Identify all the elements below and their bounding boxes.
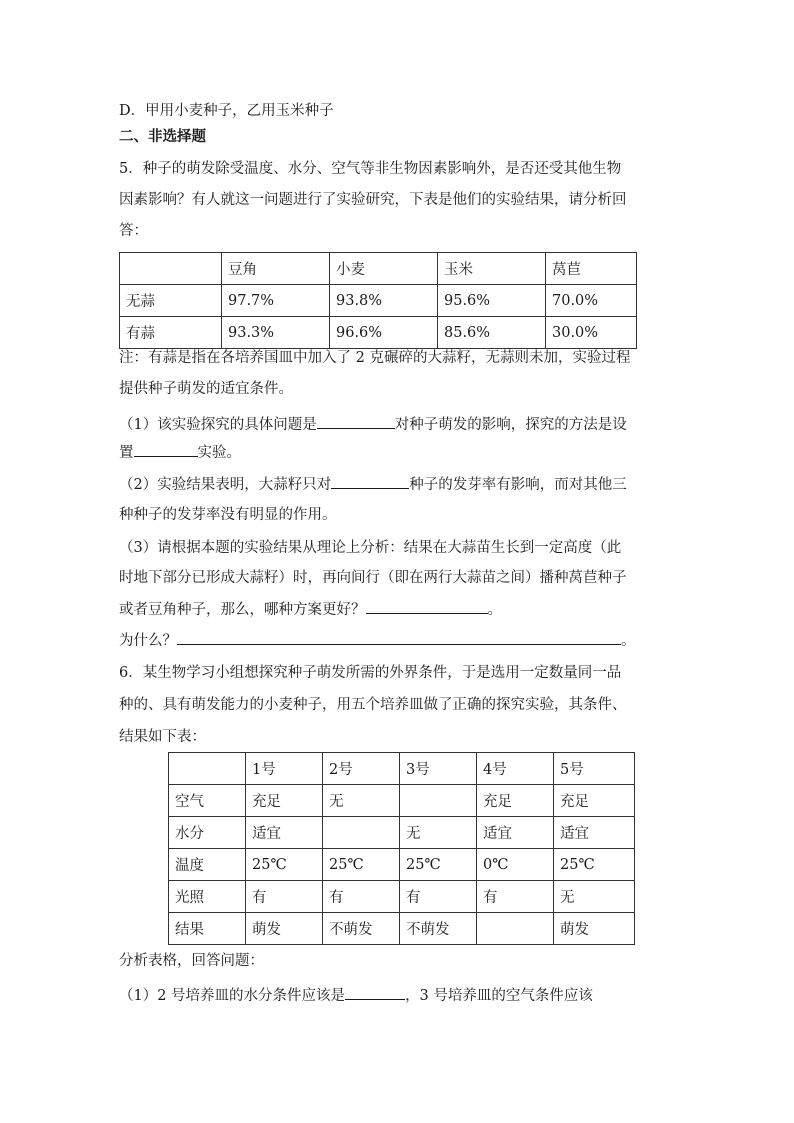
- table-cell: 有: [246, 881, 323, 913]
- table-cell: 充足: [554, 785, 635, 817]
- table-cell: 25℃: [323, 849, 400, 881]
- answer-blank[interactable]: [177, 629, 621, 645]
- table-cell: 适宜: [477, 817, 554, 849]
- text-segment: 实验。: [197, 445, 241, 461]
- answer-blank[interactable]: [317, 413, 395, 429]
- table-cell: 2号: [323, 753, 400, 785]
- table-cell: [477, 913, 554, 945]
- table-cell: 25℃: [246, 849, 323, 881]
- table-cell: 无蒜: [120, 285, 222, 317]
- table-cell: 温度: [169, 849, 246, 881]
- table-cell: 萌发: [246, 913, 323, 945]
- note-line-2: 提供种子萌发的适宜条件。: [119, 381, 293, 397]
- germination-conditions-table: [168, 752, 635, 945]
- table-cell: [323, 817, 400, 849]
- table-cell: 有蒜: [120, 317, 222, 349]
- q5-text-line-3: 答：: [119, 223, 148, 239]
- table-cell: 不萌发: [323, 913, 400, 945]
- table-cell: 95.6%: [438, 285, 546, 317]
- table-row: [169, 753, 635, 785]
- table-cell: 适宜: [246, 817, 323, 849]
- q5-part3-line-1: （3）请根据本题的实验结果从理论上分析：结果在大蒜苗生长到一定高度（此: [119, 540, 622, 556]
- table-cell: 70.0%: [546, 285, 637, 317]
- table-cell: 93.3%: [222, 317, 330, 349]
- table-cell: [400, 785, 477, 817]
- answer-blank[interactable]: [134, 441, 198, 457]
- table-cell: [120, 253, 222, 285]
- text-segment: 。: [621, 633, 636, 649]
- garlic-germination-table: [119, 252, 637, 349]
- table-cell: 1号: [246, 753, 323, 785]
- table-cell: 充足: [477, 785, 554, 817]
- answer-blank[interactable]: [331, 473, 409, 489]
- table-row: [169, 913, 635, 945]
- text-segment: 为什么？: [119, 633, 177, 649]
- table-cell: 85.6%: [438, 317, 546, 349]
- table-cell: 适宜: [554, 817, 635, 849]
- table-cell: 30.0%: [546, 317, 637, 349]
- q5-part2-line-2: 种种子的发芽率没有明显的作用。: [119, 507, 337, 523]
- table-cell: 豆角: [222, 253, 330, 285]
- text-segment: 种子的发芽率有影响，而对其他三: [409, 477, 627, 493]
- table-cell: 0℃: [477, 849, 554, 881]
- text-segment: ，3 号培养皿的空气条件应该: [405, 988, 593, 1004]
- table-cell: 小麦: [330, 253, 438, 285]
- q5-text-line-1: 5．种子的萌发除受温度、水分、空气等非生物因素影响外，是否还受其他生物: [119, 161, 622, 177]
- table-cell: 4号: [477, 753, 554, 785]
- table-cell: 97.7%: [222, 285, 330, 317]
- why-line: [119, 629, 636, 651]
- note-line-1: 注：有蒜是指在各培养国皿中加入了 2 克碾碎的大蒜籽，无蒜则未加，实验过程: [119, 350, 631, 366]
- text-segment: 置: [119, 445, 134, 461]
- q6-text-line-3: 结果如下表：: [119, 729, 206, 745]
- table-cell: 光照: [169, 881, 246, 913]
- table-cell: 有: [477, 881, 554, 913]
- q5-part3-line-3: [119, 598, 502, 620]
- table-row: [120, 285, 637, 317]
- q5-part1-line-1: [119, 413, 627, 435]
- answer-blank[interactable]: [366, 598, 488, 614]
- table-cell: 无: [554, 881, 635, 913]
- q6-text-line-1: 6．某生物学习小组想探究种子萌发所需的外界条件，于是选用一定数量同一品: [119, 665, 622, 681]
- table-cell: 25℃: [400, 849, 477, 881]
- table-cell: 96.6%: [330, 317, 438, 349]
- table-cell: [169, 753, 246, 785]
- table-cell: 萌发: [554, 913, 635, 945]
- table-cell: 莴苣: [546, 253, 637, 285]
- table-row: [120, 317, 637, 349]
- q6-part1-line: [119, 984, 593, 1006]
- table-cell: 无: [400, 817, 477, 849]
- text-segment: （1）该实验探究的具体问题是: [119, 417, 317, 433]
- text-segment: 对种子萌发的影响，探究的方法是设: [394, 417, 627, 433]
- analyze-prompt: 分析表格，回答问题：: [119, 953, 264, 969]
- table-cell: 玉米: [438, 253, 546, 285]
- table-cell: 有: [400, 881, 477, 913]
- text-segment: （2）实验结果表明，大蒜籽只对: [119, 477, 332, 493]
- table-cell: 结果: [169, 913, 246, 945]
- table-cell: 无: [323, 785, 400, 817]
- text-segment: 或者豆角种子，那么，哪种方案更好？: [119, 602, 366, 618]
- table-cell: 5号: [554, 753, 635, 785]
- table-row: [169, 881, 635, 913]
- q5-part3-line-2: 时地下部分已形成大蒜籽）时，再向间行（即在两行大蒜苗之间）播种莴苣种子: [119, 570, 627, 586]
- q6-text-line-2: 种的、具有萌发能力的小麦种子，用五个培养皿做了正确的探究实验，其条件、: [119, 697, 627, 713]
- q5-text-line-2: 因素影响？有人就这一问题进行了实验研究，下表是他们的实验结果，请分析回: [119, 192, 627, 208]
- q5-part2-line-1: [119, 473, 627, 495]
- table-cell: 充足: [246, 785, 323, 817]
- q5-part1-line-2: [119, 441, 241, 463]
- table-cell: 93.8%: [330, 285, 438, 317]
- section-heading: 二、非选择题: [119, 128, 206, 145]
- option-d: D．甲用小麦种子，乙用玉米种子: [119, 103, 334, 119]
- table-row: [169, 817, 635, 849]
- table-cell: 3号: [400, 753, 477, 785]
- text-segment: 。: [487, 602, 502, 618]
- table-cell: 不萌发: [400, 913, 477, 945]
- table-row: [169, 849, 635, 881]
- text-segment: （1）2 号培养皿的水分条件应该是: [119, 988, 346, 1004]
- table-cell: 水分: [169, 817, 246, 849]
- table-cell: 空气: [169, 785, 246, 817]
- answer-blank[interactable]: [345, 984, 405, 1000]
- table-row: [169, 785, 635, 817]
- table-row: [120, 253, 637, 285]
- table-cell: 有: [323, 881, 400, 913]
- table-cell: 25℃: [554, 849, 635, 881]
